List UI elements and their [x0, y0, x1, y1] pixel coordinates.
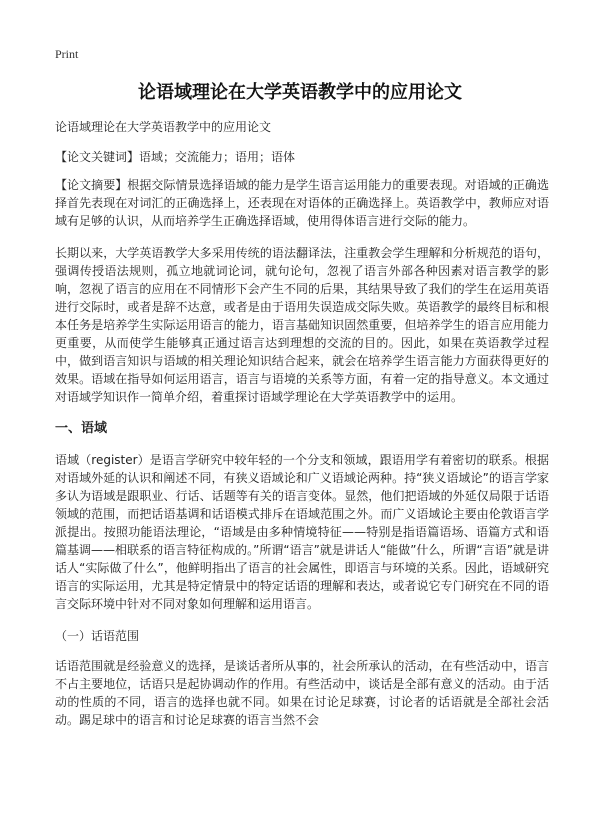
keywords-label: 【论文关键词】 — [55, 150, 140, 164]
abstract-label: 【论文摘要】 — [55, 178, 128, 192]
section-heading-register: 一、语域 — [55, 421, 108, 436]
keywords-text: 语域；交流能力；语用；语体 — [139, 150, 296, 164]
article-body — [55, 118, 549, 743]
abstract-paragraph — [55, 176, 549, 230]
section-register-paragraph: 语域（register）是语言学研究中较年轻的一个分支和领域，跟语用学有着密切的联系。根据对语域外延的认识和阐述不同，有狭义语域论和广义语域论两种。持“狭义语域论”的语言学家多认为语域是跟职业、行话、话题等有关的语言变体。显然，他们把语域的外延仅局限于话语领域的范围，而把话语基调和话语模式排斥在语域范围之外。而广义语域论主要由伦敦语言学派提出。按照功能语法理论，“语域是由多种情境特征——特别是指语篇语场、语篇方式和语篇基调——相联系的语言特征构成的。”所谓“语言”就是讲话人“能做”什么，所谓“言语”就是讲话人“实际做了什么”，他鲜明指出了语言的社会属性，即语言与环境的关系。因此，语域研究语言的实际运用，尤其是特定情景中的特定话语的理解和表达，或者说它专门研究在不同的语言交际环境中针对不同对象如何理解和运用语言。 — [55, 453, 549, 611]
subsection-heading-field: （一）话语范围 — [55, 629, 140, 643]
intro-paragraph: 长期以来，大学英语教学大多采用传统的语法翻译法，注重教会学生理解和分析规范的语句，强调传授语法规则，孤立地就词论词，就句论句，忽视了语言外部各种因素对语言教学的影响，忽视了语言的应用在不同情形下会产生不同的后果，其结果导致了我们的学生在运用英语进行交际时，或者是辞不达意，或者是由于语用失误造成交际失败。英语教学的最终目标和根本任务是培养学生实际运用语言的能力，语言基础知识固然重要，但培养学生的语言应用能力更重要，从而使学生能够真正通过语言达到理想的交流的目的。因此，如果在英语教学过程中，做到语言知识与语域的相关理论知识结合起来，就会在培养学生语言能力方面获得更好的效果。语域在指导如何运用语言，语言与语境的关系等方面，有着一定的指导意义。本文通过对语域学知识作一简单介绍，着重探讨语域学理论在大学英语教学中的运用。 — [55, 246, 549, 404]
keywords-paragraph — [55, 148, 549, 166]
page-title: 论语域理论在大学英语教学中的应用论文 — [138, 82, 462, 103]
subsection-field-paragraph: 话语范围就是经验意义的选择，是谈话者所从事的，社会所承认的活动，在有些活动中，语言不占主要地位，话语只是起协调动作的作用。有些活动中，谈话是全部有意义的活动。由于活动的性质的不同，语言的选择也就不同。如果在讨论足球赛，讨论者的话语就是全部社会活动。踢足球中的语言和讨论足球赛的语言当然不会 — [55, 659, 549, 727]
abstract-text: 根据交际情景选择语域的能力是学生语言运用能力的重要表现。对语域的正确选择首先表现在对词汇的正确选择上，还表现在对语体的正确选择上。英语教学中，教师应对语域有足够的认识，从而培养学生正确选择语域，使用得体语言进行交际的能力。 — [55, 178, 549, 228]
print-link[interactable]: Print — [55, 47, 79, 61]
article-subtitle: 论语域理论在大学英语教学中的应用论文 — [55, 120, 272, 134]
